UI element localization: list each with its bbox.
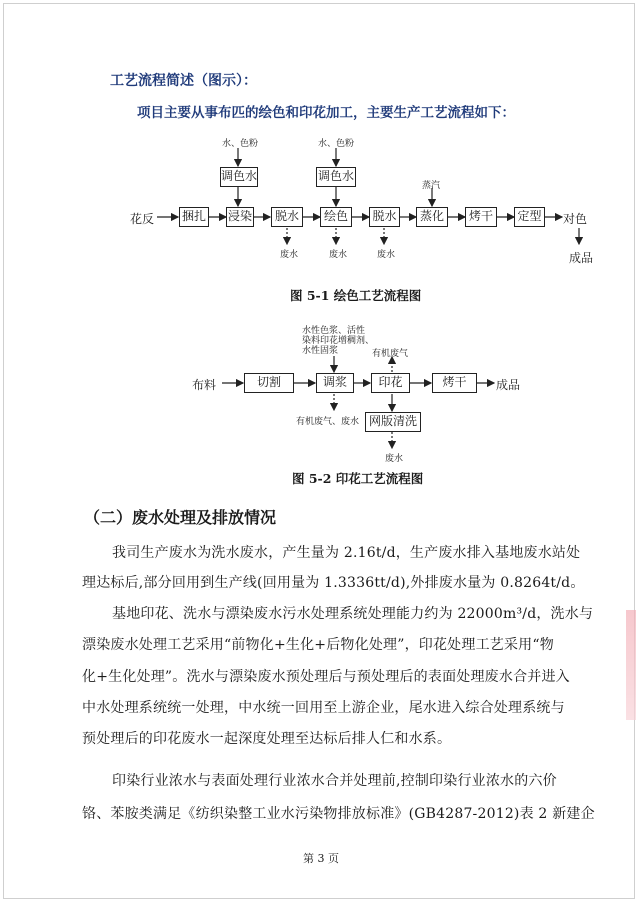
paragraph-line: 理达标后,部分回用到生产线(回用量为 1.3336tt/d),外排废水量为 0.8264t/d。 — [82, 575, 585, 591]
organic-gas-water-label: 有机废气、废水 — [296, 417, 360, 427]
paragraph-line: 化+生化处理”。洗水与漂染废水预处理后与预处理后的表面处理废水合并进入 — [82, 669, 570, 685]
paragraph-line: 中水处理系统统一处理，中水统一回用至上游企业，尾水进入综合处理系统与 — [82, 700, 565, 716]
step-steam: 蒸化 — [416, 207, 448, 227]
intro-text: 项目主要从事布匹的绘色和印花加工，主要生产工艺流程如下： — [137, 105, 515, 121]
organic-gas-label: 有机废气 — [372, 349, 409, 359]
step-print: 印花 — [371, 373, 410, 393]
step-dip-dye: 浸染 — [226, 207, 254, 227]
waste-water-1: 废水 — [280, 250, 299, 260]
fig2-waste-water: 废水 — [385, 454, 404, 464]
inputs-line-1: 水性色浆、活性 — [302, 326, 366, 336]
step-cut: 切割 — [244, 373, 294, 393]
paragraph-line: 铬、苯胺类满足《纺织染整工业水污染物排放标准》(GB4287-2012)表 2 新建企 — [82, 806, 595, 822]
section-heading: 工艺流程简述（图示）： — [110, 73, 257, 89]
paragraph-line: 基地印花、洗水与漂染废水污水处理系统处理能力约为 22000m³/d，洗水与 — [112, 606, 594, 622]
screen-cleaning-box: 网版清洗 — [365, 412, 421, 432]
page-number: 第 3 页 — [303, 852, 339, 865]
fig1-product: 成品 — [569, 251, 594, 265]
paragraph-line: 漂染废水处理工艺采用“前物化+生化+后物化处理”，印花处理工艺采用“物 — [82, 637, 554, 653]
paragraph-line: 预处理后的印花废水一起深度处理至达标后排人仁和水系。 — [82, 731, 452, 747]
waste-water-2: 废水 — [329, 250, 348, 260]
figure-5-1-caption: 图 5-1 绘色工艺流程图 — [290, 288, 422, 303]
subsection-title: （二）废水处理及排放情况 — [84, 508, 277, 527]
fig2-product: 成品 — [496, 378, 521, 392]
steam-label: 蒸汽 — [422, 181, 441, 191]
fig1-start-label: 花反 — [130, 212, 155, 226]
inputs-line-3: 水性固浆 — [302, 346, 339, 356]
step-dewater-1: 脱水 — [271, 207, 303, 227]
figure-5-2-caption: 图 5-2 印花工艺流程图 — [292, 471, 424, 486]
mix1-input-label: 水、色粉 — [222, 139, 259, 149]
waste-water-3: 废水 — [377, 250, 396, 260]
fig2-inputs-label — [302, 326, 374, 356]
inputs-line-2: 染料印花增稠剂、 — [302, 336, 375, 346]
step-set: 定型 — [514, 207, 545, 227]
step-color-check: 对色 — [563, 212, 588, 226]
paragraph-line: 我司生产废水为洗水废水，产生量为 2.16t/d，生产废水排入基地废水站处 — [112, 545, 581, 561]
mix1-box: 调色水 — [220, 167, 258, 187]
step-dry-2: 烤干 — [432, 373, 477, 393]
step-dewater-2: 脱水 — [369, 207, 400, 227]
step-paint-color: 绘色 — [320, 207, 352, 227]
step-bundle: 捆扎 — [179, 207, 209, 227]
step-mix-paste: 调浆 — [316, 373, 354, 393]
paragraph-line: 印染行业浓水与表面处理行业浓水合并处理前,控制印染行业浓水的六价 — [112, 773, 557, 789]
mix2-input-label: 水、色粉 — [318, 139, 355, 149]
step-dry: 烤干 — [465, 207, 497, 227]
mix2-box: 调色水 — [316, 167, 356, 187]
fig2-start-label: 布料 — [192, 378, 217, 392]
